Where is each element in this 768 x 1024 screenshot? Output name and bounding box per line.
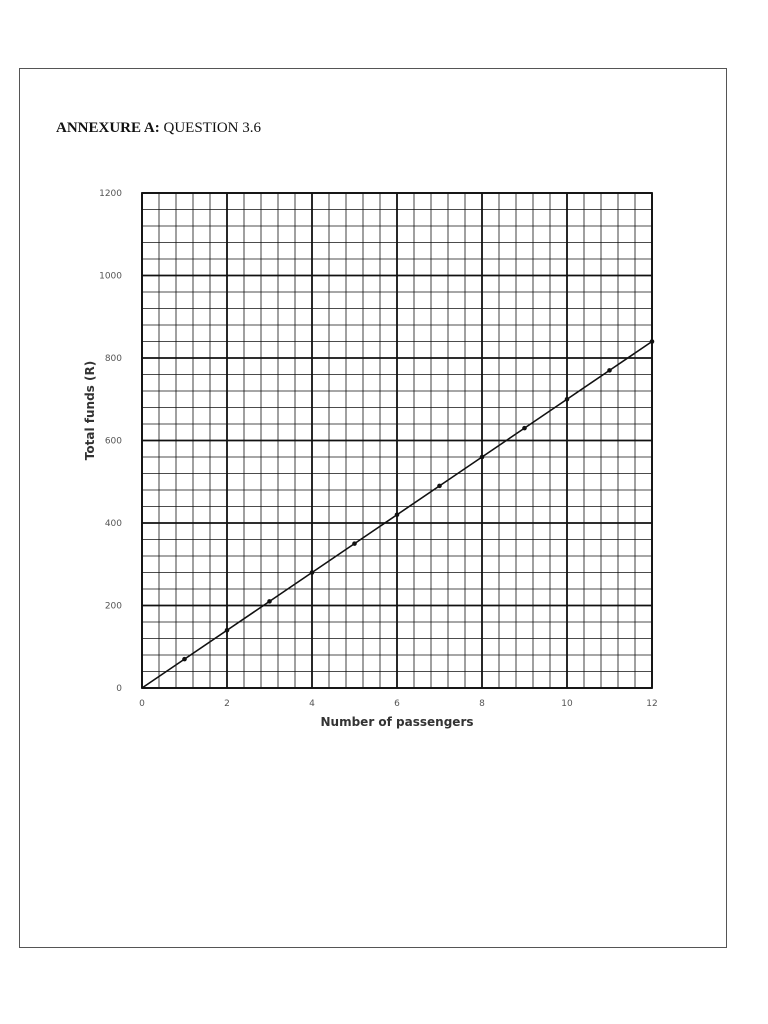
data-point xyxy=(352,541,357,546)
chart-series xyxy=(142,339,654,688)
chart-tick-labels xyxy=(99,189,658,709)
heading-annexure: ANNEXURE A: xyxy=(56,120,160,136)
data-point xyxy=(522,426,527,431)
y-tick-label: 600 xyxy=(104,436,122,447)
y-tick-label: 200 xyxy=(104,601,122,612)
x-tick-label: 6 xyxy=(394,699,400,709)
y-tick-label: 400 xyxy=(104,519,122,529)
data-point xyxy=(565,397,570,402)
x-tick-label: 10 xyxy=(561,699,573,709)
data-point xyxy=(480,455,485,460)
chart-grid xyxy=(142,193,652,688)
data-point xyxy=(395,512,400,517)
data-point xyxy=(607,368,612,373)
x-axis-label: Number of passengers xyxy=(320,715,474,729)
data-point xyxy=(650,339,655,344)
data-point xyxy=(225,628,230,633)
y-tick-label: 1000 xyxy=(99,271,122,282)
x-tick-label: 4 xyxy=(309,699,315,709)
y-tick-label: 800 xyxy=(104,354,122,364)
data-point xyxy=(182,657,187,662)
data-point xyxy=(267,599,272,604)
data-point xyxy=(310,570,315,575)
x-tick-label: 12 xyxy=(646,699,658,709)
data-point xyxy=(437,484,442,489)
heading-question: QUESTION 3.6 xyxy=(159,120,262,136)
x-tick-label: 8 xyxy=(479,699,485,709)
x-tick-label: 0 xyxy=(139,699,145,709)
y-axis-label: Total funds (R) xyxy=(83,360,97,461)
x-tick-label: 2 xyxy=(224,699,230,709)
y-tick-label: 0 xyxy=(116,684,122,694)
y-tick-label: 1200 xyxy=(99,189,122,199)
